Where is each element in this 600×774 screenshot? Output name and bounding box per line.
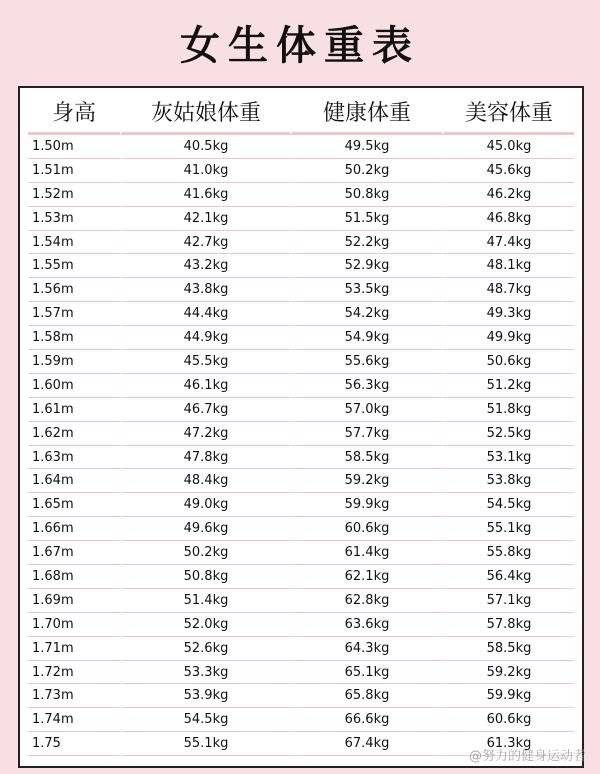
- beauty-weight-cell: 49.3kg: [442, 302, 574, 326]
- height-cell: 1.59m: [28, 350, 120, 374]
- height-cell: 1.64m: [28, 469, 120, 493]
- height-cell: 1.61m: [28, 398, 120, 422]
- healthy-weight-cell: 65.1kg: [290, 661, 442, 685]
- beauty-weight-cell: 51.2kg: [442, 374, 574, 398]
- height-cell: 1.70m: [28, 613, 120, 637]
- healthy-weight-cell: 61.4kg: [290, 541, 442, 565]
- table-row: [28, 493, 574, 517]
- table-row: [28, 661, 574, 685]
- beauty-weight-cell: 53.8kg: [442, 469, 574, 493]
- height-cell: 1.52m: [28, 183, 120, 207]
- table-row: [28, 278, 574, 302]
- beauty-weight-cell: 49.9kg: [442, 326, 574, 350]
- healthy-weight-cell: 60.6kg: [290, 517, 442, 541]
- height-cell: 1.62m: [28, 422, 120, 446]
- beauty-weight-cell: 45.6kg: [442, 159, 574, 183]
- height-cell: 1.72m: [28, 661, 120, 685]
- height-cell: 1.71m: [28, 637, 120, 661]
- table-row: [28, 159, 574, 183]
- healthy-weight-cell: 63.6kg: [290, 613, 442, 637]
- height-cell: 1.73m: [28, 684, 120, 708]
- cinderella-weight-cell: 53.3kg: [120, 661, 290, 685]
- cinderella-weight-cell: 53.9kg: [120, 684, 290, 708]
- cinderella-weight-cell: 55.1kg: [120, 732, 290, 756]
- table-row: [28, 446, 574, 470]
- page-title: 女生体重表: [180, 23, 420, 69]
- cinderella-weight-cell: 54.5kg: [120, 708, 290, 732]
- beauty-weight-cell: 59.2kg: [442, 661, 574, 685]
- cinderella-weight-cell: 40.5kg: [120, 135, 290, 159]
- healthy-weight-cell: 54.9kg: [290, 326, 442, 350]
- table-header-row: [28, 90, 574, 135]
- weight-table: [28, 90, 574, 756]
- cinderella-weight-cell: 43.2kg: [120, 254, 290, 278]
- beauty-weight-cell: 56.4kg: [442, 565, 574, 589]
- cinderella-weight-cell: 45.5kg: [120, 350, 290, 374]
- beauty-weight-cell: 50.6kg: [442, 350, 574, 374]
- cinderella-weight-cell: 43.8kg: [120, 278, 290, 302]
- table-row: [28, 183, 574, 207]
- beauty-weight-cell: 46.8kg: [442, 207, 574, 231]
- beauty-weight-cell: 60.6kg: [442, 708, 574, 732]
- healthy-weight-cell: 50.2kg: [290, 159, 442, 183]
- healthy-weight-cell: 58.5kg: [290, 446, 442, 470]
- watermark: @努力的健身运动者: [468, 749, 586, 764]
- healthy-weight-cell: 65.8kg: [290, 684, 442, 708]
- healthy-weight-cell: 66.6kg: [290, 708, 442, 732]
- cinderella-weight-cell: 49.6kg: [120, 517, 290, 541]
- healthy-weight-cell: 52.9kg: [290, 254, 442, 278]
- healthy-weight-cell: 62.8kg: [290, 589, 442, 613]
- cinderella-weight-cell: 42.7kg: [120, 231, 290, 255]
- beauty-weight-cell: 52.5kg: [442, 422, 574, 446]
- table-row: [28, 565, 574, 589]
- height-cell: 1.74m: [28, 708, 120, 732]
- table-row: [28, 326, 574, 350]
- cinderella-weight-cell: 52.6kg: [120, 637, 290, 661]
- beauty-weight-cell: 58.5kg: [442, 637, 574, 661]
- table-row: [28, 135, 574, 159]
- table-row: [28, 708, 574, 732]
- healthy-weight-cell: 55.6kg: [290, 350, 442, 374]
- height-cell: 1.63m: [28, 446, 120, 470]
- beauty-weight-cell: 47.4kg: [442, 231, 574, 255]
- height-cell: 1.69m: [28, 589, 120, 613]
- healthy-weight-cell: 56.3kg: [290, 374, 442, 398]
- table-row: [28, 398, 574, 422]
- height-cell: 1.50m: [28, 135, 120, 159]
- header-beauty-weight: 美容体重: [442, 90, 574, 135]
- height-cell: 1.75: [28, 732, 120, 756]
- table-row: [28, 517, 574, 541]
- beauty-weight-cell: 55.8kg: [442, 541, 574, 565]
- table-row: [28, 637, 574, 661]
- height-cell: 1.60m: [28, 374, 120, 398]
- beauty-weight-cell: 57.1kg: [442, 589, 574, 613]
- table-row: [28, 469, 574, 493]
- healthy-weight-cell: 54.2kg: [290, 302, 442, 326]
- beauty-weight-cell: 48.1kg: [442, 254, 574, 278]
- beauty-weight-cell: 61.3kg: [442, 732, 574, 756]
- healthy-weight-cell: 57.7kg: [290, 422, 442, 446]
- healthy-weight-cell: 64.3kg: [290, 637, 442, 661]
- beauty-weight-cell: 46.2kg: [442, 183, 574, 207]
- height-cell: 1.51m: [28, 159, 120, 183]
- table-row: [28, 589, 574, 613]
- cinderella-weight-cell: 41.0kg: [120, 159, 290, 183]
- healthy-weight-cell: 53.5kg: [290, 278, 442, 302]
- table-row: [28, 231, 574, 255]
- height-cell: 1.56m: [28, 278, 120, 302]
- height-cell: 1.54m: [28, 231, 120, 255]
- height-cell: 1.65m: [28, 493, 120, 517]
- header-healthy-weight: 健康体重: [290, 90, 442, 135]
- table-row: [28, 374, 574, 398]
- cinderella-weight-cell: 51.4kg: [120, 589, 290, 613]
- table-body: [28, 135, 574, 756]
- beauty-weight-cell: 59.9kg: [442, 684, 574, 708]
- table-row: [28, 684, 574, 708]
- beauty-weight-cell: 45.0kg: [442, 135, 574, 159]
- healthy-weight-cell: 57.0kg: [290, 398, 442, 422]
- cinderella-weight-cell: 47.2kg: [120, 422, 290, 446]
- height-cell: 1.66m: [28, 517, 120, 541]
- beauty-weight-cell: 57.8kg: [442, 613, 574, 637]
- beauty-weight-cell: 51.8kg: [442, 398, 574, 422]
- beauty-weight-cell: 54.5kg: [442, 493, 574, 517]
- cinderella-weight-cell: 52.0kg: [120, 613, 290, 637]
- cinderella-weight-cell: 46.7kg: [120, 398, 290, 422]
- height-cell: 1.55m: [28, 254, 120, 278]
- beauty-weight-cell: 53.1kg: [442, 446, 574, 470]
- cinderella-weight-cell: 46.1kg: [120, 374, 290, 398]
- height-cell: 1.67m: [28, 541, 120, 565]
- table-row: [28, 302, 574, 326]
- cinderella-weight-cell: 49.0kg: [120, 493, 290, 517]
- header-cinderella-weight: 灰姑娘体重: [120, 90, 290, 135]
- table-row: [28, 422, 574, 446]
- height-cell: 1.57m: [28, 302, 120, 326]
- healthy-weight-cell: 62.1kg: [290, 565, 442, 589]
- table-row: [28, 350, 574, 374]
- cinderella-weight-cell: 42.1kg: [120, 207, 290, 231]
- beauty-weight-cell: 55.1kg: [442, 517, 574, 541]
- height-cell: 1.68m: [28, 565, 120, 589]
- height-cell: 1.53m: [28, 207, 120, 231]
- table-row: [28, 207, 574, 231]
- cinderella-weight-cell: 48.4kg: [120, 469, 290, 493]
- healthy-weight-cell: 59.2kg: [290, 469, 442, 493]
- healthy-weight-cell: 67.4kg: [290, 732, 442, 756]
- beauty-weight-cell: 48.7kg: [442, 278, 574, 302]
- healthy-weight-cell: 59.9kg: [290, 493, 442, 517]
- cinderella-weight-cell: 44.4kg: [120, 302, 290, 326]
- cinderella-weight-cell: 41.6kg: [120, 183, 290, 207]
- cinderella-weight-cell: 50.2kg: [120, 541, 290, 565]
- healthy-weight-cell: 52.2kg: [290, 231, 442, 255]
- table-row: [28, 613, 574, 637]
- cinderella-weight-cell: 47.8kg: [120, 446, 290, 470]
- height-cell: 1.58m: [28, 326, 120, 350]
- healthy-weight-cell: 50.8kg: [290, 183, 442, 207]
- cinderella-weight-cell: 44.9kg: [120, 326, 290, 350]
- header-height: 身高: [28, 90, 120, 135]
- weight-table-container: [18, 86, 584, 768]
- healthy-weight-cell: 51.5kg: [290, 207, 442, 231]
- healthy-weight-cell: 49.5kg: [290, 135, 442, 159]
- table-row: [28, 254, 574, 278]
- table-row: [28, 541, 574, 565]
- cinderella-weight-cell: 50.8kg: [120, 565, 290, 589]
